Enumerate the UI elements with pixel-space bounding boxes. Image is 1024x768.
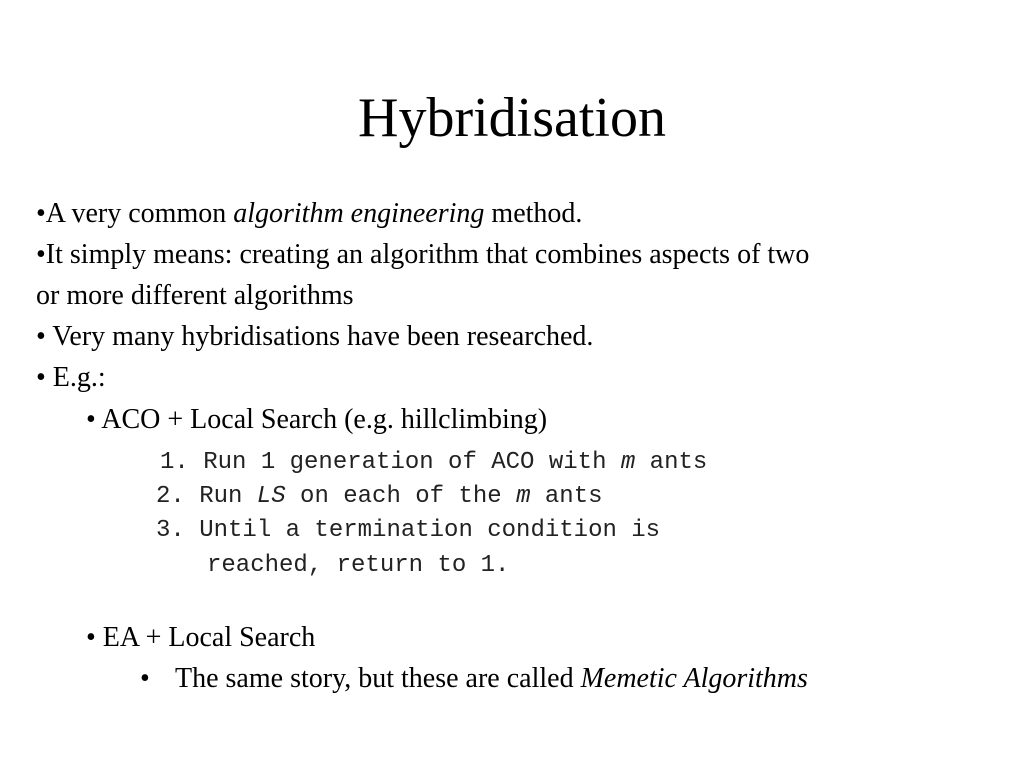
memetic-line [175,662,808,696]
step2-em2: m [516,483,531,510]
bullet-simply-means-line1: •It simply means: creating an algorithm that combines aspects of two [36,239,810,270]
bullet-many-hybridisations: • Very many hybridisations have been researched. [36,321,594,352]
bullet1-post: method. [484,198,583,229]
bullet1-em: algorithm engineering [233,198,485,229]
step1-post: ants [635,449,708,476]
step-1 [160,448,707,478]
step-3-line1: 3. Until a termination condition is [156,517,661,544]
memetic-bullet: • [140,663,150,694]
bullet-simply-means-line2: or more different algorithms [36,280,354,311]
slide-title: Hybridisation [358,87,666,149]
step2-em1: LS [256,483,286,510]
memetic-pre: The same story, but these are called [175,663,581,694]
sub-bullet-aco-local-search: • ACO + Local Search (e.g. hillclimbing) [86,404,548,435]
step2-post: ants [530,483,603,510]
memetic-em: Memetic Algorithms [580,663,808,694]
step1-pre: 1. Run 1 generation of ACO with [160,449,621,476]
bullet-eg: • E.g.: [36,362,106,393]
step1-em: m [620,449,636,476]
step2-mid: on each of the [285,483,517,510]
bullet-algorithm-engineering [36,197,582,231]
step-2 [156,482,603,512]
step2-pre: 2. Run [156,483,257,510]
sub-bullet-ea-local-search: • EA + Local Search [86,622,316,653]
bullet1-pre: •A very common [36,198,234,229]
step-3-line2: reached, return to 1. [207,552,510,579]
